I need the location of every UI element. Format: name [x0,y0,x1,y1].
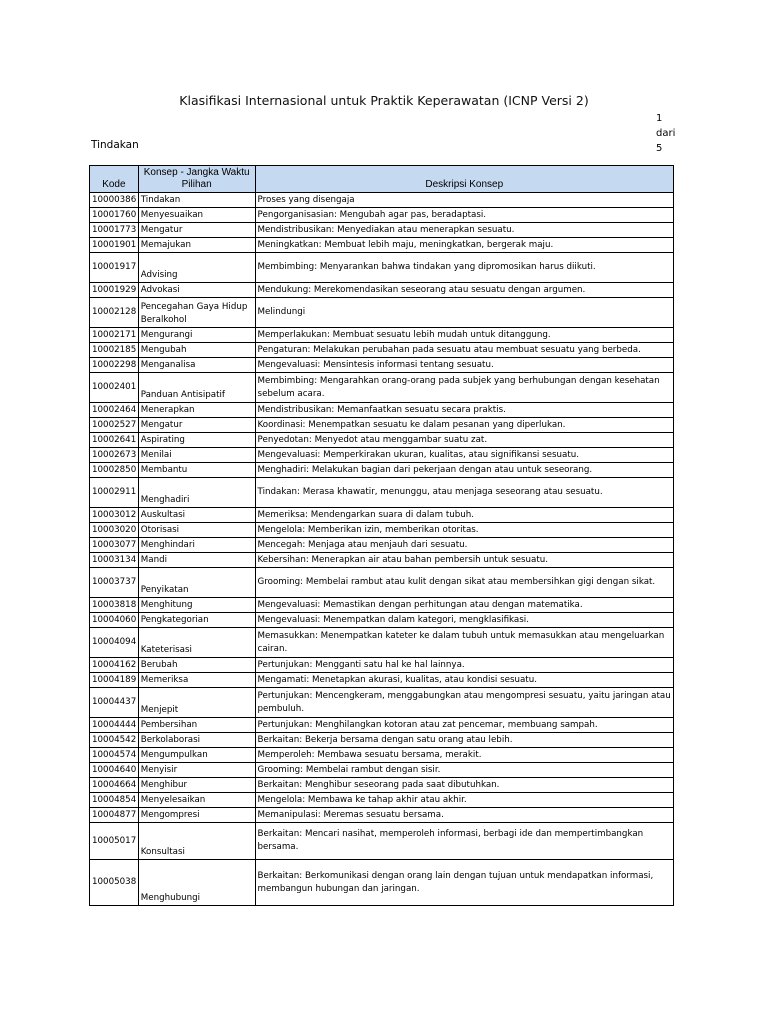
table-row [90,808,674,823]
table-row [90,748,674,763]
cell-code: 10004640 [90,763,139,778]
cell-concept: Pengkategorian [138,613,255,628]
table-row [90,568,674,598]
cell-concept: Berkolaborasi [138,733,255,748]
concept-table [89,165,674,906]
cell-code: 10002185 [90,343,139,358]
header-concept: Konsep - Jangka Waktu Pilihan [138,166,255,193]
cell-concept: Pencegahan Gaya Hidup Beralkohol [138,298,255,328]
cell-code: 10003012 [90,508,139,523]
table-body [90,193,674,906]
header-code: Kode [90,166,139,193]
cell-description: Berkaitan: Bekerja bersama dengan satu orang atau lebih. [255,733,673,748]
table-row [90,598,674,613]
table-row [90,673,674,688]
page-number: 1 [656,113,663,124]
document-title: Klasifikasi Internasional untuk Praktik Keperawatan (ICNP Versi 2) [179,93,589,108]
cell-code: 10004189 [90,673,139,688]
cell-concept: Advokasi [138,283,255,298]
page-total: 5 [656,143,663,154]
cell-description: Pengaturan: Melakukan perubahan pada sesuatu atau membuat sesuatu yang berbeda. [255,343,673,358]
table-row [90,403,674,418]
cell-code: 10002171 [90,328,139,343]
cell-concept: Menyesuaikan [138,208,255,223]
cell-description: Mendistribusikan: Memanfaatkan sesuatu secara praktis. [255,403,673,418]
cell-concept: Penyikatan [138,568,255,598]
table-row [90,223,674,238]
cell-code: 10003134 [90,553,139,568]
page-of-label: dari [656,128,676,139]
cell-description: Grooming: Membelai rambut atau kulit dengan sikat atau membersihkan gigi dengan sikat. [255,568,673,598]
table-row [90,283,674,298]
cell-concept: Memeriksa [138,673,255,688]
table-row [90,508,674,523]
cell-description: Mendukung: Merekomendasikan seseorang atau sesuatu dengan argumen. [255,283,673,298]
cell-concept: Menghitung [138,598,255,613]
cell-concept: Membantu [138,463,255,478]
cell-code: 10001760 [90,208,139,223]
table-row [90,373,674,403]
cell-description: Membimbing: Mengarahkan orang-orang pada subjek yang berhubungan dengan kesehatan sebelum acara. [255,373,673,403]
table-row [90,613,674,628]
cell-description: Memanipulasi: Meremas sesuatu bersama. [255,808,673,823]
cell-concept: Advising [138,253,255,283]
cell-concept: Menghadiri [138,478,255,508]
cell-code: 10001917 [90,253,139,283]
table-row [90,860,674,906]
cell-description: Mengamati: Menetapkan akurasi, kualitas, atau kondisi sesuatu. [255,673,673,688]
table-row [90,793,674,808]
cell-code: 10002128 [90,298,139,328]
cell-concept: Berubah [138,658,255,673]
cell-concept: Mengompresi [138,808,255,823]
cell-description: Membimbing: Menyarankan bahwa tindakan yang dipromosikan harus diikuti. [255,253,673,283]
table-row [90,358,674,373]
cell-code: 10002298 [90,358,139,373]
cell-description: Penyedotan: Menyedot atau menggambar suatu zat. [255,433,673,448]
cell-concept: Aspirating [138,433,255,448]
cell-concept: Pembersihan [138,718,255,733]
cell-description: Melindungi [255,298,673,328]
header-description: Deskripsi Konsep [255,166,673,193]
cell-code: 10002911 [90,478,139,508]
cell-description: Mencegah: Menjaga atau menjauh dari sesuatu. [255,538,673,553]
cell-description: Kebersihan: Menerapkan air atau bahan pembersih untuk sesuatu. [255,553,673,568]
cell-code: 10004854 [90,793,139,808]
cell-code: 10003020 [90,523,139,538]
page-indicator [656,111,696,156]
cell-concept: Menyelesaikan [138,793,255,808]
cell-description: Mengevaluasi: Menempatkan dalam kategori, mengklasifikasi. [255,613,673,628]
table-row [90,418,674,433]
table-row [90,523,674,538]
cell-description: Berkaitan: Mencari nasihat, memperoleh informasi, berbagi ide dan mempertimbangkan bersama. [255,823,673,860]
cell-code: 10002673 [90,448,139,463]
table-row [90,448,674,463]
cell-code: 10003077 [90,538,139,553]
cell-concept: Mengumpulkan [138,748,255,763]
cell-code: 10002464 [90,403,139,418]
cell-code: 10001901 [90,238,139,253]
cell-code: 10004877 [90,808,139,823]
cell-concept: Kateterisasi [138,628,255,658]
table-row [90,343,674,358]
section-title: Tindakan [91,139,139,151]
cell-code: 10003737 [90,568,139,598]
cell-description: Pertunjukan: Mengganti satu hal ke hal lainnya. [255,658,673,673]
table-row [90,628,674,658]
table-row [90,553,674,568]
table-header-row [90,166,674,193]
cell-concept: Panduan Antisipatif [138,373,255,403]
cell-description: Menghadiri: Melakukan bagian dari pekerjaan dengan atau untuk seseorang. [255,463,673,478]
cell-description: Mengevaluasi: Memperkirakan ukuran, kualitas, atau signifikansi sesuatu. [255,448,673,463]
cell-description: Mengevaluasi: Memastikan dengan perhitungan atau dengan matematika. [255,598,673,613]
cell-concept: Mengubah [138,343,255,358]
table-row [90,238,674,253]
cell-code: 10004664 [90,778,139,793]
cell-concept: Menilai [138,448,255,463]
cell-description: Pertunjukan: Menghilangkan kotoran atau zat pencemar, membuang sampah. [255,718,673,733]
cell-description: Mendistribusikan: Menyediakan atau menerapkan sesuatu. [255,223,673,238]
cell-description: Koordinasi: Menempatkan sesuatu ke dalam pesanan yang diperlukan. [255,418,673,433]
cell-concept: Mandi [138,553,255,568]
cell-description: Memperlakukan: Membuat sesuatu lebih mudah untuk ditanggung. [255,328,673,343]
cell-code: 10004542 [90,733,139,748]
cell-description: Memasukkan: Menempatkan kateter ke dalam tubuh untuk memasukkan atau mengeluarkan cairan. [255,628,673,658]
table-row [90,208,674,223]
cell-code: 10004444 [90,718,139,733]
cell-code: 10004094 [90,628,139,658]
cell-code: 10004060 [90,613,139,628]
cell-concept: Menganalisa [138,358,255,373]
cell-description: Memeriksa: Mendengarkan suara di dalam tubuh. [255,508,673,523]
cell-concept: Otorisasi [138,523,255,538]
cell-concept: Menjepit [138,688,255,718]
cell-description: Mengevaluasi: Mensintesis informasi tentang sesuatu. [255,358,673,373]
cell-description: Pertunjukan: Mencengkeram, menggabungkan atau mengompresi sesuatu, yaitu jaringan atau pembuluh. [255,688,673,718]
cell-concept: Mengatur [138,223,255,238]
cell-concept: Memajukan [138,238,255,253]
cell-code: 10001929 [90,283,139,298]
cell-code: 10004574 [90,748,139,763]
cell-code: 10005038 [90,860,139,906]
cell-description: Berkaitan: Berkomunikasi dengan orang lain dengan tujuan untuk mendapatkan informasi, membangun hubungan dan jaringan. [255,860,673,906]
cell-concept: Menyisir [138,763,255,778]
cell-code: 10004162 [90,658,139,673]
table-row [90,718,674,733]
cell-concept: Menerapkan [138,403,255,418]
cell-description: Memperoleh: Membawa sesuatu bersama, merakit. [255,748,673,763]
table-row [90,658,674,673]
cell-code: 10002641 [90,433,139,448]
table-row [90,253,674,283]
table-row [90,328,674,343]
cell-description: Pengorganisasian: Mengubah agar pas, beradaptasi. [255,208,673,223]
cell-description: Mengelola: Memberikan izin, memberikan otoritas. [255,523,673,538]
cell-code: 10002401 [90,373,139,403]
table-row [90,478,674,508]
cell-code: 10000386 [90,193,139,208]
cell-description: Tindakan: Merasa khawatir, menunggu, atau menjaga seseorang atau sesuatu. [255,478,673,508]
cell-code: 10002527 [90,418,139,433]
table-row [90,433,674,448]
cell-description: Grooming: Membelai rambut dengan sisir. [255,763,673,778]
table-row [90,763,674,778]
table-row [90,298,674,328]
cell-concept: Menghindari [138,538,255,553]
cell-code: 10003818 [90,598,139,613]
cell-description: Berkaitan: Menghibur seseorang pada saat dibutuhkan. [255,778,673,793]
cell-description: Meningkatkan: Membuat lebih maju, meningkatkan, bergerak maju. [255,238,673,253]
table-row [90,193,674,208]
cell-code: 10002850 [90,463,139,478]
cell-concept: Tindakan [138,193,255,208]
cell-concept: Mengatur [138,418,255,433]
table-row [90,733,674,748]
cell-concept: Auskultasi [138,508,255,523]
cell-concept: Menghubungi [138,860,255,906]
cell-concept: Menghibur [138,778,255,793]
cell-code: 10004437 [90,688,139,718]
cell-description: Proses yang disengaja [255,193,673,208]
table-row [90,463,674,478]
table-row [90,778,674,793]
table-row [90,538,674,553]
cell-description: Mengelola: Membawa ke tahap akhir atau akhir. [255,793,673,808]
cell-code: 10001773 [90,223,139,238]
cell-concept: Konsultasi [138,823,255,860]
cell-concept: Mengurangi [138,328,255,343]
table-row [90,823,674,860]
cell-code: 10005017 [90,823,139,860]
table-row [90,688,674,718]
